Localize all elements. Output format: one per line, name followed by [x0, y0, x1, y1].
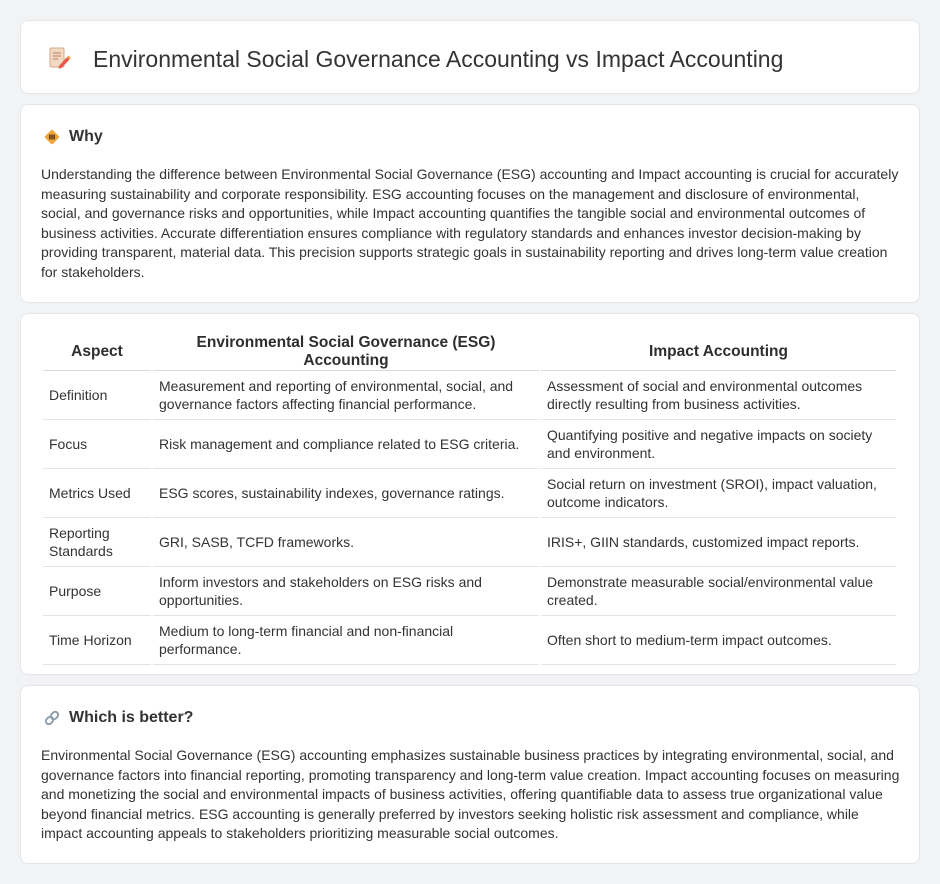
esg-cell: Medium to long-term financial and non-financial performance. — [153, 616, 539, 665]
esg-cell: GRI, SASB, TCFD frameworks. — [153, 518, 539, 567]
aspect-cell: Definition — [43, 371, 151, 420]
table-row — [43, 616, 896, 665]
link-icon — [43, 709, 61, 727]
diamond-warning-icon — [43, 128, 61, 146]
document-pencil-icon — [47, 46, 71, 70]
page-title: Environmental Social Governance Accounting vs Impact Accounting — [93, 46, 784, 72]
better-heading-row — [43, 708, 193, 728]
esg-cell: Measurement and reporting of environmental, social, and governance factors affecting financial performance. — [153, 371, 539, 420]
header-card — [20, 20, 920, 94]
why-text: Understanding the difference between Environmental Social Governance (ESG) accounting and Impact accounting is crucial for accurately measuring sustainability and corporate responsibility. ESG accounting focuses on the management and disclosure of environmental, social, and governance risks and opportunities, while Impact accounting quantifies the tangible social and environmental outcomes of business activities. Accurate differentiation ensures compliance with regulatory standards and enhances investor decision-making by providing transparent, material data. This precision supports strategic goals in sustainability reporting and drives long-term value creation for stakeholders. — [41, 166, 899, 280]
aspect-cell: Metrics Used — [43, 469, 151, 518]
which-is-better-section — [20, 685, 920, 864]
better-heading: Which is better? — [69, 709, 194, 726]
column-header-esg: Environmental Social Governance (ESG) Accounting — [153, 334, 539, 371]
impact-cell: Social return on investment (SROI), impact valuation, outcome indicators. — [541, 469, 896, 518]
impact-cell: Demonstrate measurable social/environmental value created. — [541, 567, 896, 616]
column-header-impact: Impact Accounting — [541, 334, 896, 371]
why-heading: Why — [69, 128, 103, 145]
table-row — [43, 567, 896, 616]
aspect-cell: Time Horizon — [43, 616, 151, 665]
impact-cell: IRIS+, GIIN standards, customized impact reports. — [541, 518, 896, 567]
why-section — [20, 104, 920, 303]
table-row — [43, 371, 896, 420]
impact-cell: Assessment of social and environmental outcomes directly resulting from business activities. — [541, 371, 896, 420]
comparison-card — [20, 313, 920, 675]
why-heading-row — [43, 127, 103, 147]
better-text: Environmental Social Governance (ESG) accounting emphasizes sustainable business practices by integrating environmental, social, and governance factors into financial reporting, promoting transparency and long-term value creation. Impact accounting focuses on measuring and monetizing the social and environmental impacts of business activities, offering quantifiable data to assess true organizational value beyond financial metrics. ESG accounting is generally preferred by investors seeking holistic risk assessment and compliance, while impact accounting appeals to stakeholders prioritizing measurable social outcomes. — [41, 747, 900, 841]
aspect-cell: Reporting Standards — [43, 518, 151, 567]
impact-cell: Quantifying positive and negative impacts on society and environment. — [541, 420, 896, 469]
esg-cell: ESG scores, sustainability indexes, governance ratings. — [153, 469, 539, 518]
comparison-table — [41, 334, 898, 665]
esg-cell: Inform investors and stakeholders on ESG risks and opportunities. — [153, 567, 539, 616]
table-row — [43, 420, 896, 469]
esg-cell: Risk management and compliance related to ESG criteria. — [153, 420, 539, 469]
aspect-cell: Focus — [43, 420, 151, 469]
column-header-aspect: Aspect — [43, 334, 151, 371]
impact-cell: Often short to medium-term impact outcomes. — [541, 616, 896, 665]
aspect-cell: Purpose — [43, 567, 151, 616]
table-header-row — [43, 334, 896, 371]
table-row — [43, 469, 896, 518]
table-row — [43, 518, 896, 567]
